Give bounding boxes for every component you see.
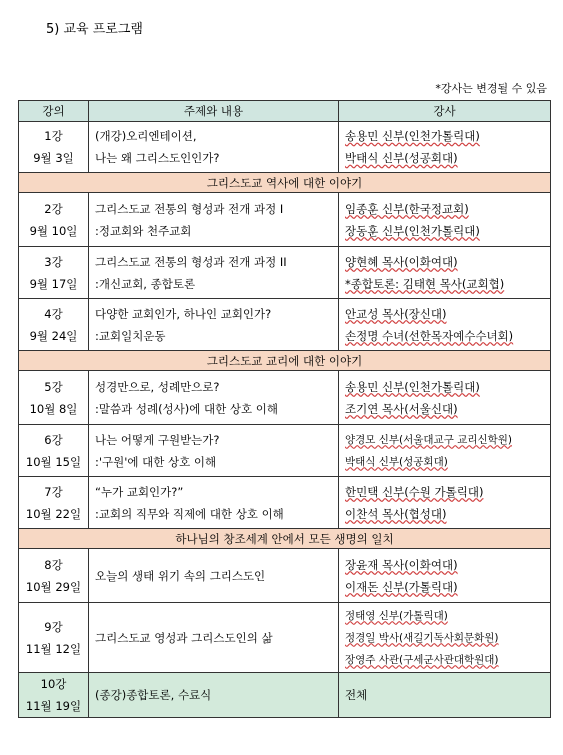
topic-cell — [89, 371, 339, 425]
lecture-number: 3강 — [44, 254, 63, 269]
section-heading: 하나님의 창조세계 안에서 모든 생명의 일치 — [19, 529, 551, 549]
topic-line: 그리스도교 영성과 그리스도인의 삶 — [95, 630, 273, 645]
lecture-date: 9월 24일 — [29, 328, 78, 343]
table-row — [19, 371, 551, 425]
lecture-number: 5강 — [44, 379, 63, 394]
speaker-line: 송용민 신부(인천가톨릭대) — [345, 379, 480, 394]
lecture-date: 10월 29일 — [25, 579, 82, 594]
lecture-number: 8강 — [44, 557, 63, 572]
lecture-cell — [19, 122, 89, 173]
speaker-line: 손정명 수녀(선한목자예수수녀회) — [345, 328, 514, 343]
topic-line: 나는 왜 그리스도인인가? — [95, 151, 220, 165]
speaker-line: *종합토론: 김태현 목사(교회협) — [345, 276, 505, 291]
table-row — [19, 299, 551, 351]
speaker-cell — [339, 371, 551, 425]
table-row — [19, 549, 551, 603]
topic-cell — [89, 549, 339, 603]
speaker-line: 이재돈 신부(가톨릭대) — [345, 579, 458, 594]
speaker-cell — [339, 673, 551, 718]
lecture-date: 11월 12일 — [25, 641, 82, 656]
speaker-cell — [339, 247, 551, 299]
topic-cell — [89, 299, 339, 351]
table-row — [19, 673, 551, 718]
speaker-cell — [339, 425, 551, 477]
section-row — [19, 529, 551, 549]
speaker-line: 정태영 신부(가톨릭대) — [345, 609, 448, 622]
lecture-date: 10월 8일 — [29, 401, 78, 416]
topic-cell — [89, 477, 339, 529]
speaker-line: 양경모 신부(서울대교구 교리신학원) — [345, 433, 513, 446]
lecture-date: 11월 19일 — [25, 699, 82, 713]
table-row — [19, 477, 551, 529]
lecture-number: 6강 — [44, 432, 63, 447]
topic-line: 성경만으로, 성례만으로? — [95, 379, 220, 394]
program-table — [18, 100, 551, 718]
topic-line: (개강)오리엔테이션, — [95, 129, 197, 143]
lecture-date: 9월 3일 — [33, 151, 74, 165]
table-row — [19, 193, 551, 247]
topic-cell — [89, 122, 339, 173]
section-heading: 그리스도교 역사에 대한 이야기 — [19, 173, 551, 193]
lecture-date: 10월 15일 — [25, 454, 82, 469]
speaker-cell — [339, 193, 551, 247]
lecture-cell — [19, 549, 89, 603]
lecture-number: 1강 — [44, 129, 63, 143]
speaker-line: 임종훈 신부(한국정교회) — [345, 201, 469, 216]
header-topic: 주제와 내용 — [89, 101, 339, 122]
speaker-cell — [339, 122, 551, 173]
speaker-line: 정경일 박사(새길기독사회문화원) — [345, 631, 499, 644]
topic-line: :정교회와 천주교회 — [95, 223, 192, 238]
header-row — [19, 101, 551, 122]
speaker-change-note: *강사는 변경될 수 있음 — [435, 82, 547, 95]
lecture-date: 10월 22일 — [25, 506, 82, 521]
speaker-line: 이찬석 목사(협성대) — [345, 506, 447, 521]
lecture-cell — [19, 425, 89, 477]
lecture-number: 2강 — [44, 201, 63, 216]
lecture-number: 9강 — [44, 619, 63, 634]
lecture-cell — [19, 193, 89, 247]
lecture-number: 7강 — [44, 484, 63, 499]
speaker-line: 장윤재 목사(이화여대) — [345, 557, 458, 572]
lecture-cell — [19, 299, 89, 351]
topic-line: :교회의 직무와 직제에 대한 상호 이해 — [95, 506, 284, 521]
speaker-cell — [339, 549, 551, 603]
lecture-cell — [19, 477, 89, 529]
topic-cell — [89, 247, 339, 299]
speaker-line: 전체 — [345, 688, 368, 702]
table-row — [19, 122, 551, 173]
section-title: 5) 교육 프로그램 — [46, 22, 143, 37]
topic-line: :개신교회, 종합토론 — [95, 276, 196, 291]
speaker-cell — [339, 603, 551, 673]
topic-line: 그리스도교 전통의 형성과 전개 과정 I — [95, 201, 284, 216]
lecture-cell — [19, 603, 89, 673]
lecture-cell — [19, 673, 89, 718]
topic-line: :말씀과 성례(성사)에 대한 상호 이해 — [95, 401, 278, 416]
speaker-line: 조기연 목사(서울신대) — [345, 401, 458, 416]
lecture-number: 4강 — [44, 306, 63, 321]
lecture-date: 9월 17일 — [29, 276, 78, 291]
speaker-line: 한민택 신부(수원 가톨릭대) — [345, 484, 484, 499]
header-lecture: 강의 — [19, 101, 89, 122]
lecture-date: 9월 10일 — [29, 223, 78, 238]
speaker-line: 박태식 신부(성공회대) — [345, 455, 448, 468]
topic-cell — [89, 193, 339, 247]
topic-line: 다양한 교회인가, 하나인 교회인가? — [95, 306, 272, 321]
table-row — [19, 603, 551, 673]
lecture-cell — [19, 247, 89, 299]
lecture-cell — [19, 371, 89, 425]
topic-line: 그리스도교 전통의 형성과 전개 과정 II — [95, 254, 287, 269]
topic-line: :교회일치운동 — [95, 328, 166, 343]
header-speaker: 강사 — [339, 101, 551, 122]
speaker-cell — [339, 477, 551, 529]
speaker-line: 장영주 사관(구세군사관대학원대) — [345, 653, 499, 666]
topic-line: (종강)종합토론, 수료식 — [95, 688, 212, 702]
lecture-number: 10강 — [40, 677, 67, 691]
topic-cell — [89, 603, 339, 673]
table-row — [19, 247, 551, 299]
speaker-line: 안교성 목사(장신대) — [345, 306, 447, 321]
section-row — [19, 173, 551, 193]
speaker-line: 박태식 신부(성공회대) — [345, 151, 458, 165]
speaker-line: 양현혜 목사(이화여대) — [345, 254, 458, 269]
section-row — [19, 351, 551, 371]
speaker-cell — [339, 299, 551, 351]
topic-line: “누가 교회인가?” — [95, 484, 184, 499]
topic-line: 오늘의 생태 위기 속의 그리스도인 — [95, 568, 266, 583]
topic-line: :'구원'에 대한 상호 이해 — [95, 454, 217, 469]
speaker-line: 장동훈 신부(인천가톨릭대) — [345, 223, 480, 238]
topic-line: 나는 어떻게 구원받는가? — [95, 432, 220, 447]
topic-cell — [89, 673, 339, 718]
speaker-line: 송용민 신부(인천가톨릭대) — [345, 129, 480, 143]
topic-cell — [89, 425, 339, 477]
table-row — [19, 425, 551, 477]
section-heading: 그리스도교 교리에 대한 이야기 — [19, 351, 551, 371]
